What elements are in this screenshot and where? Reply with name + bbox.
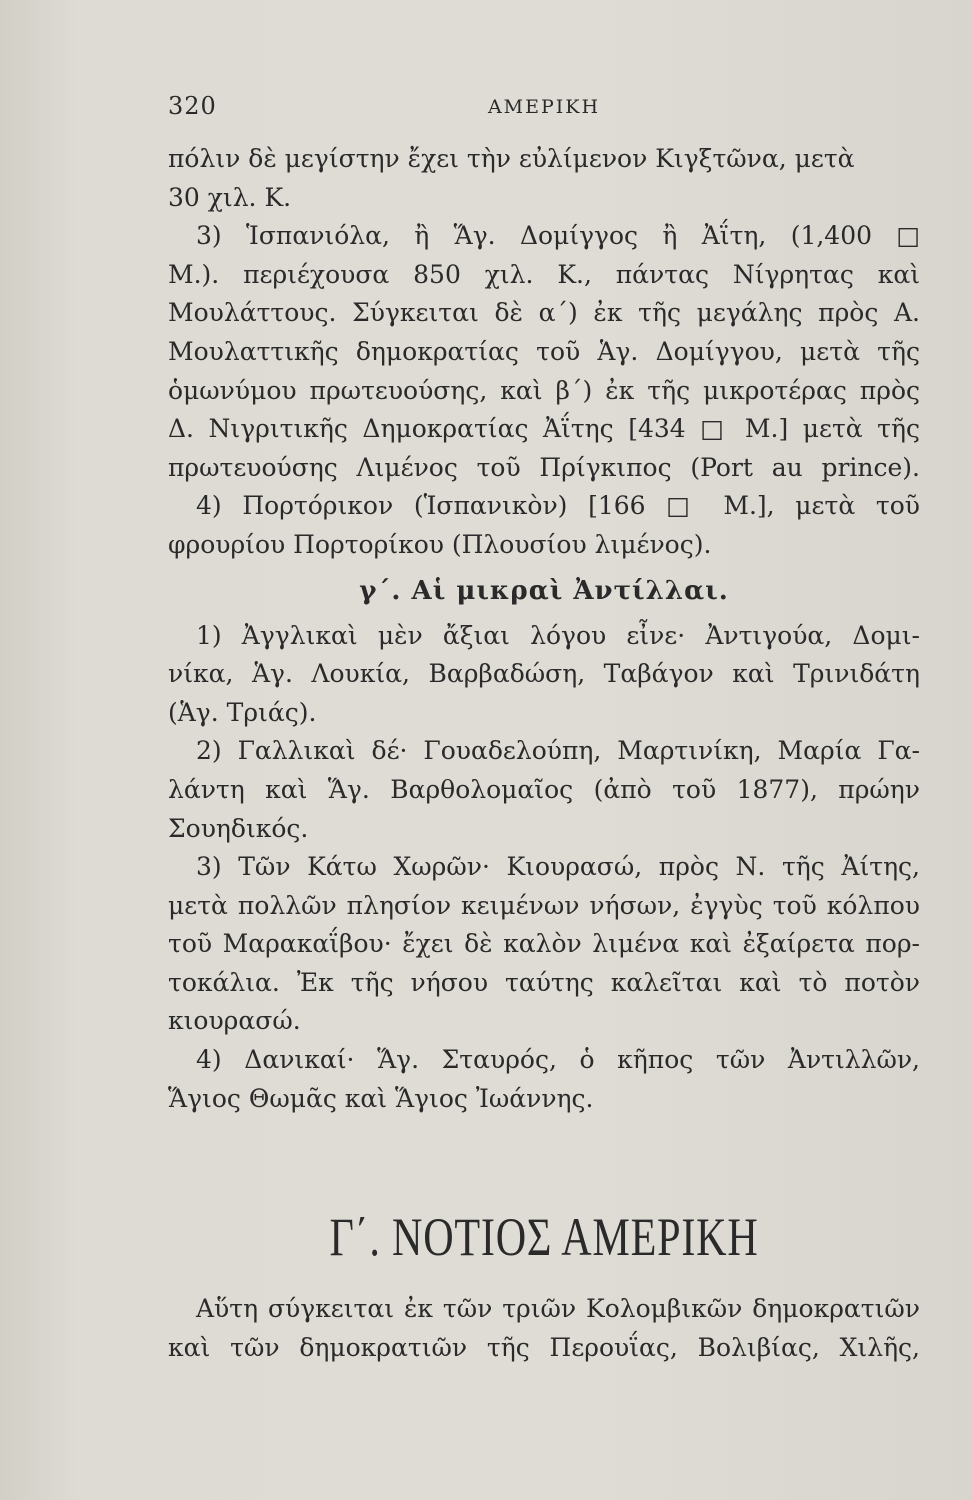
text-line: πρωτευούσης Λιμένος τοῦ Πρίγκιπος (Port au prince).: [168, 452, 920, 482]
text-line: ὁμωνύμου πρωτευούσης, καὶ β΄) ἐκ τῆς μικροτέρας πρὸς: [168, 375, 920, 405]
text-line: κιουρασώ.: [168, 1006, 301, 1036]
text-line: πόλιν δὲ μεγίστην ἔχει τὴν εὐλίμενον Κιγξτῶνα, μετὰ: [168, 144, 855, 173]
text-line: λάντη καὶ Ἅγ. Βαρθολομαῖος (ἀπὸ τοῦ 1877), πρώην: [168, 774, 920, 804]
text-line: 1) Ἀγγλικαὶ μὲν ἄξιαι λόγου εἶνε· Ἀντιγούα, Δομι-: [196, 620, 920, 650]
text-line: Δ. Νιγριτικῆς Δημοκρατίας Ἀΐτης [434 □ Μ.] μετὰ τῆς: [168, 414, 920, 444]
text-line: τοῦ Μαρακαΐβου· ἔχει δὲ καλὸν λιμένα καὶ ἐξαίρετα πορ-: [168, 929, 920, 959]
text-line: Ἅγιος Θωμᾶς καὶ Ἅγιος Ἰωάννης.: [168, 1083, 594, 1113]
text-line: τοκάλια. Ἐκ τῆς νήσου ταύτης καλεῖται καὶ τὸ ποτὸν: [168, 967, 920, 997]
text-line: 30 χιλ. Κ.: [168, 182, 292, 212]
subheading-small-antilles: γ΄. Αἱ μικραὶ Ἀντίλλαι.: [359, 575, 729, 606]
text-line: (Ἁγ. Τριάς).: [168, 697, 317, 727]
text-line: 4) Πορτόρικον (Ἱσπανικὸν) [166 □ Μ.], μετὰ τοῦ: [196, 491, 920, 521]
text-line: φρουρίου Πορτορίκου (Πλουσίου λιμένος).: [168, 529, 712, 559]
section-heading-south-america: Γ΄. ΝΟΤΙΟΣ ΑΜΕΡΙΚΗ: [329, 1207, 759, 1267]
text-line: 3) Ἱσπανιόλα, ἢ Ἅγ. Δομίγγος ἢ Ἀΐτη, (1,400 □: [196, 221, 920, 251]
running-title: ΑΜΕΡΙΚΗ: [487, 96, 601, 118]
text-line: μετὰ πολλῶν πλησίον κειμένων νήσων, ἐγγὺς τοῦ κόλπου: [168, 890, 920, 920]
text-line: Μ.). περιέχουσα 850 χιλ. Κ., πάντας Νίγρητας καὶ: [168, 259, 920, 289]
text-line: Μουλάττους. Σύγκειται δὲ α΄) ἐκ τῆς μεγάλης πρὸς Α.: [168, 298, 920, 328]
page-number: 320: [168, 92, 217, 120]
body-text: [168, 140, 920, 1118]
text-line: 3) Τῶν Κάτω Χωρῶν· Κιουρασώ, πρὸς Ν. τῆς Ἀίτης,: [196, 852, 920, 882]
text-line: 4) Δανικαί· Ἅγ. Σταυρός, ὁ κῆπος τῶν Ἀντιλλῶν,: [196, 1045, 920, 1075]
closing-text: [168, 1290, 920, 1367]
text-line: Σουηδικός.: [168, 813, 309, 843]
page-header: [168, 92, 920, 132]
text-line: Αὕτη σύγκειται ἐκ τῶν τριῶν Κολομβικῶν δημοκρατιῶν: [196, 1294, 920, 1323]
text-line: νίκα, Ἁγ. Λουκία, Βαρβαδώση, Ταβάγον καὶ Τρινιδάτη: [168, 659, 920, 689]
text-line: Μουλαττικῆς δημοκρατίας τοῦ Ἁγ. Δομίγγου, μετὰ τῆς: [168, 336, 920, 366]
text-line: 2) Γαλλικαὶ δέ· Γουαδελούπη, Μαρτινίκη, Μαρία Γα-: [196, 736, 920, 766]
text-line: καὶ τῶν δημοκρατιῶν τῆς Περουΐας, Βολιβίας, Χιλῆς,: [168, 1332, 920, 1362]
